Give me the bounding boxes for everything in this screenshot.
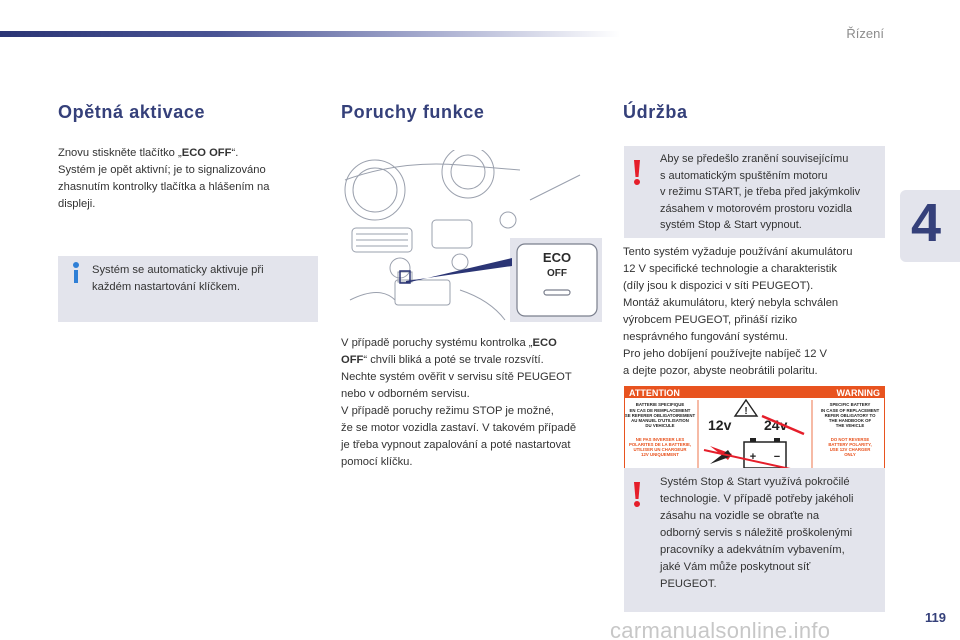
dashboard-illustration xyxy=(340,150,602,322)
warning-note-engine: Aby se předešlo zranění souvisejícímu s automatickým spuštěním motoru v režimu START, je třeba před jakýmkoliv zásahem v motorovém prostoru vozidla systém Stop & Start vypnout. xyxy=(624,146,885,238)
warning-note-service: Systém Stop & Start využívá pokročilé technologie. V případě potřeby jakéholi zásahu na vozidle se obraťte na odborný servis s náležitě proškolenými pracovníky a adekvátním vybavením, jaké Vám může poskytnout síť PEUGEOT. xyxy=(624,468,885,612)
chapter-tab xyxy=(900,190,960,262)
svg-text:UTILISER UN CHARGEUR: UTILISER UN CHARGEUR xyxy=(633,447,687,452)
svg-text:BATTERY POLARITY,: BATTERY POLARITY, xyxy=(828,442,872,447)
chapter-title: Řízení xyxy=(846,26,884,41)
header-gradient-bar xyxy=(0,31,620,37)
label-warning: WARNING xyxy=(836,388,880,398)
svg-text:IN CASE OF REPLACEMENT: IN CASE OF REPLACEMENT xyxy=(820,408,880,413)
malfunction-text: V případě poruchy systému kontrolka „ECO OFF“ chvíli bliká a poté se trvale rozsvítí. Nechte systém ověřit v servisu sítě PEUGEOT nebo v odborném servisu. V případě poruchy režimu STOP je možné, že se motor vozidla zastaví. V takovém případě je třeba vypnout zapalování a poté nastartovat pomocí klíčku. xyxy=(341,337,577,468)
maintenance-heading: Údržba xyxy=(623,102,688,122)
svg-text:USE 12V CHARGER: USE 12V CHARGER xyxy=(829,447,871,452)
svg-text:SE REFERER OBLIGATOIREMENT: SE REFERER OBLIGATOIREMENT xyxy=(624,413,696,418)
svg-text:DO NOT REVERSE: DO NOT REVERSE xyxy=(830,437,870,442)
maintenance-text: Tento systém vyžaduje používání akumulátoru 12 V specifické technologie a charakteristik (díly jsou k dispozici v síti PEUGEOT). Montáž akumulátoru, který nebyla schválen výrobcem PEUGEOT, přináší riziko nesprávného fungování systému. Pro jeho dobíjení používejte nabíječ 12 V a dejte pozor, abyste neobrátili polaritu. xyxy=(623,246,853,377)
info-note: Systém se automaticky aktivuje při každém nastartování klíčkem. xyxy=(58,256,318,322)
malfunction-heading: Poruchy funkce xyxy=(341,102,485,122)
svg-text:THE HANDBOOK OF: THE HANDBOOK OF xyxy=(828,418,872,423)
eco-button-label-off: OFF xyxy=(547,268,567,279)
warning-exclamation-icon xyxy=(632,482,642,507)
label-24v: 24v xyxy=(764,417,788,433)
svg-text:POLARITES DE LA BATTERIE,: POLARITES DE LA BATTERIE, xyxy=(628,442,692,447)
warning-exclamation-icon xyxy=(632,160,642,185)
svg-text:DU VEHICULE: DU VEHICULE xyxy=(645,423,675,428)
watermark: carmanualsonline.info xyxy=(610,618,831,640)
eco-button-label-eco: ECO xyxy=(542,250,572,265)
chapter-number: 4 xyxy=(910,193,942,253)
info-icon xyxy=(70,262,82,283)
reactivation-text: Znovu stiskněte tlačítko „ECO OFF“. Systém je opět aktivní; je to signalizováno zhasnutím kontrolky tlačítka a hlášením na displeji. xyxy=(58,147,270,210)
svg-text:NE PAS INVERSER LES: NE PAS INVERSER LES xyxy=(635,437,685,442)
svg-text:SPECIFIC BATTERY: SPECIFIC BATTERY xyxy=(829,402,871,407)
eco-off-term: ECO OFF xyxy=(181,147,232,159)
svg-text:BATTERIE SPECIFIQUE: BATTERIE SPECIFIQUE xyxy=(635,402,685,407)
label-attention: ATTENTION xyxy=(629,388,680,398)
page-number: 119 xyxy=(925,610,946,625)
svg-text:EN CAS DE REMPLACEMENT: EN CAS DE REMPLACEMENT xyxy=(629,408,691,413)
svg-text:REFER OBLIGATORY TO: REFER OBLIGATORY TO xyxy=(824,413,876,418)
svg-text:+: + xyxy=(749,451,757,463)
svg-text:AU MANUEL D'UTILISATION: AU MANUEL D'UTILISATION xyxy=(631,418,689,423)
reactivation-heading: Opětná aktivace xyxy=(58,102,206,122)
svg-text:12V UNIQUEMENT: 12V UNIQUEMENT xyxy=(641,452,679,457)
svg-text:!: ! xyxy=(744,406,748,417)
svg-text:−: − xyxy=(773,451,781,463)
svg-text:ONLY: ONLY xyxy=(844,452,856,457)
label-12v: 12v xyxy=(708,417,732,433)
svg-text:THE VEHICLE: THE VEHICLE xyxy=(835,423,865,428)
